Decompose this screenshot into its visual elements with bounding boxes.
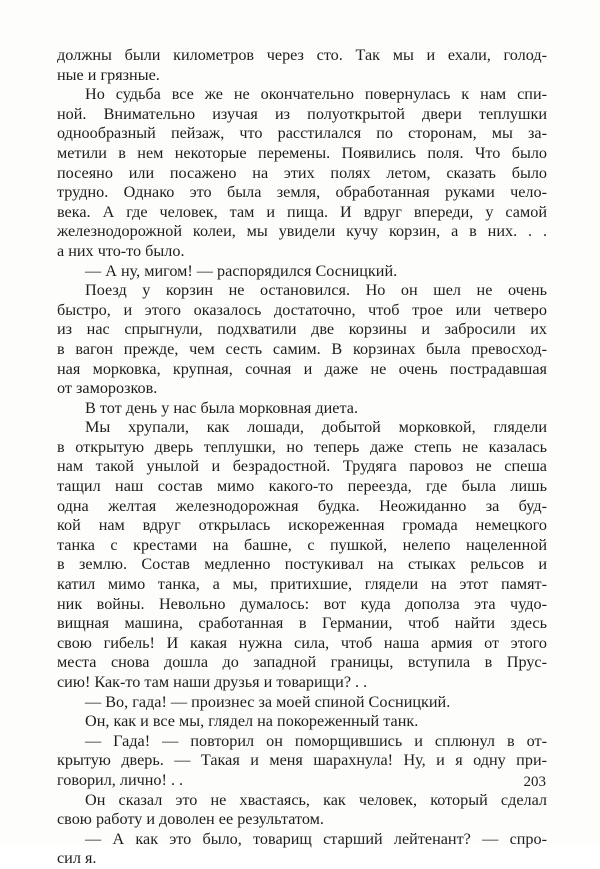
text-line: крытую дверь. — Такая и меня шарахнула! Ну, и я одну при- bbox=[57, 751, 547, 770]
text-line: быстро, и этого оказалось достаточно, чтоб трое или четверо bbox=[57, 300, 547, 319]
text-line: Но судьба все же не окончательно повернулась к нам спи- bbox=[85, 85, 547, 104]
text-line: — А ну, мигом! — распорядился Сосницкий. bbox=[85, 261, 398, 280]
text-line: в землю. Состав медленно постукивал на стыках рельсов и bbox=[57, 555, 547, 574]
text-line: железнодорожной колеи, мы увидели кучу корзин, а в них. . . bbox=[57, 222, 547, 241]
text-line: посеяно или посажено на этих полях летом, сказать было bbox=[57, 163, 547, 182]
text-line: нам такой унылой и безрадостной. Трудяга паровоз не спеша bbox=[57, 457, 547, 476]
text-line: сил я. bbox=[57, 849, 97, 868]
text-line: одна желтая железнодорожная будка. Неожиданно за буд- bbox=[57, 496, 547, 515]
text-line: — Гада! — повторил он поморщившись и сплюнул в от- bbox=[85, 731, 547, 750]
text-line: В тот день у нас была морковная диета. bbox=[85, 398, 358, 417]
text-line: из нас спрыгнули, подхватили две корзины и забросили их bbox=[57, 320, 547, 339]
text-line: а них что-то было. bbox=[57, 241, 185, 260]
text-line: кой нам вдруг открылась искореженная громада немецкого bbox=[57, 516, 547, 535]
text-line: вищная машина, сработанная в Германии, чтоб найти здесь bbox=[57, 614, 547, 633]
page-number: 203 bbox=[523, 774, 546, 790]
text-line: тащил наш состав мимо какого-то переезда, где была лишь bbox=[57, 477, 547, 496]
text-line: места снова дошла до западной границы, вступила в Прус- bbox=[57, 653, 547, 672]
text-line: Он сказал это не хвастаясь, как человек, который сделал bbox=[85, 790, 547, 809]
text-line: танка с крестами на башне, с пушкой, нелепо нацеленной bbox=[57, 535, 547, 554]
text-line: от заморозков. bbox=[57, 379, 158, 398]
text-line: века. А где человек, там и пища. И вдруг впереди, у самой bbox=[57, 202, 547, 221]
text-line: ник войны. Невольно думалось: вот куда дополза эта чудо- bbox=[57, 594, 547, 613]
text-line: метили в нем некоторые перемены. Появились поля. Что было bbox=[57, 143, 547, 162]
text-line: — А как это было, товарищ старший лейтенант? — спро- bbox=[85, 829, 547, 848]
text-line: Он, как и все мы, глядел на покореженный танк. bbox=[85, 712, 419, 731]
text-line: свою гибель! И какая нужна сила, чтоб наша армия от этого bbox=[57, 633, 547, 652]
text-line: — Во, гада! — произнес за моей спиной Сосницкий. bbox=[85, 692, 451, 711]
text-line: трудно. Однако это была земля, обработанная руками чело- bbox=[57, 183, 547, 202]
text-line: говорил, лично! . . bbox=[57, 770, 184, 789]
text-line: свою работу и доволен ее результатом. bbox=[57, 810, 324, 829]
text-line: катил мимо танка, а мы, притихшие, глядели на этот памят- bbox=[57, 575, 547, 594]
body-text bbox=[57, 46, 547, 869]
text-line: в открытую дверь теплушки, но теперь даже степь не казалась bbox=[57, 437, 547, 456]
text-line: Мы хрупали, как лошади, добытой морковкой, глядели bbox=[85, 418, 547, 437]
text-line: должны были километров через сто. Так мы и ехали, голод- bbox=[57, 46, 547, 64]
text-line: в вагон прежде, чем сесть самим. В корзинах была превосход- bbox=[57, 339, 547, 358]
text-line: однообразный пейзаж, что расстилался по сторонам, мы за- bbox=[57, 124, 547, 143]
text-line: сию! Как-то там наши друзья и товарищи? . . bbox=[57, 673, 368, 691]
text-line: ные и грязные. bbox=[57, 65, 160, 84]
text-line: Поезд у корзин не остановился. Но он шел не очень bbox=[85, 281, 547, 300]
text-line: ной. Внимательно изучая из полуоткрытой двери теплушки bbox=[57, 104, 547, 123]
text-line: ная морковка, крупная, сочная и даже не очень пострадавшая bbox=[57, 359, 547, 378]
